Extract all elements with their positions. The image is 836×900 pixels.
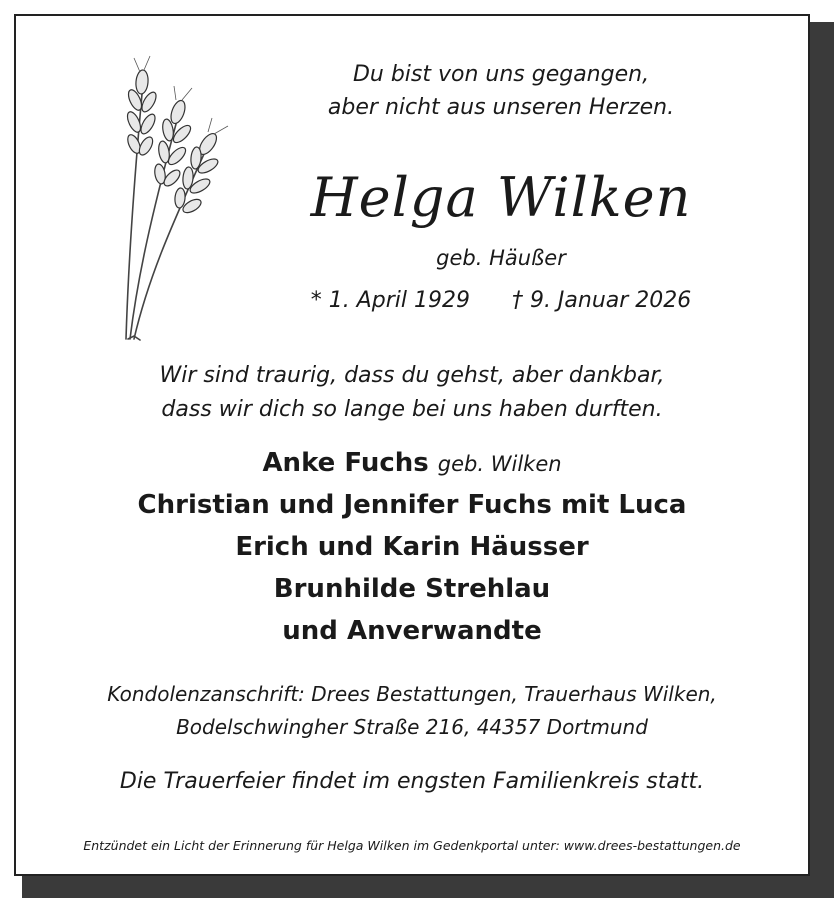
maiden-name: geb. Häußer (436, 246, 566, 270)
dates-row (201, 288, 801, 313)
message-line-1: Wir sind traurig, dass du gehst, aber dankbar, (159, 363, 665, 388)
obituary-card (14, 14, 810, 876)
footer-note: Entzündet ein Licht der Erinnerung für Helga Wilken im Gedenkportal unter: www.drees-bestattungen.de (83, 838, 741, 853)
family-member: Erich und Karin Häusser (235, 532, 589, 562)
address-line-2: Bodelschwingher Straße 216, 44357 Dortmund (176, 715, 648, 739)
family-first (16, 442, 808, 485)
family-member: und Anverwandte (282, 616, 542, 646)
family-member: Christian und Jennifer Fuchs mit Luca (137, 490, 687, 520)
birth-date: * 1. April 1929 (310, 288, 470, 313)
ceremony-note: Die Trauerfeier findet im engsten Familienkreis statt. (119, 769, 705, 794)
quote-line-2: aber nicht aus unseren Herzen. (327, 95, 675, 120)
message-line-2: dass wir dich so lange bei uns haben durften. (161, 397, 663, 422)
address-line-1: Kondolenzanschrift: Drees Bestattungen, Trauerhaus Wilken, (107, 682, 717, 706)
death-date: † 9. Januar 2026 (511, 288, 692, 313)
family-first-name: Anke Fuchs (262, 448, 429, 478)
deceased-name: Helga Wilken (310, 166, 692, 229)
family-member: Brunhilde Strehlau (273, 574, 551, 604)
family-first-note: geb. Wilken (437, 452, 562, 476)
quote-line-1: Du bist von uns gegangen, (352, 62, 650, 87)
